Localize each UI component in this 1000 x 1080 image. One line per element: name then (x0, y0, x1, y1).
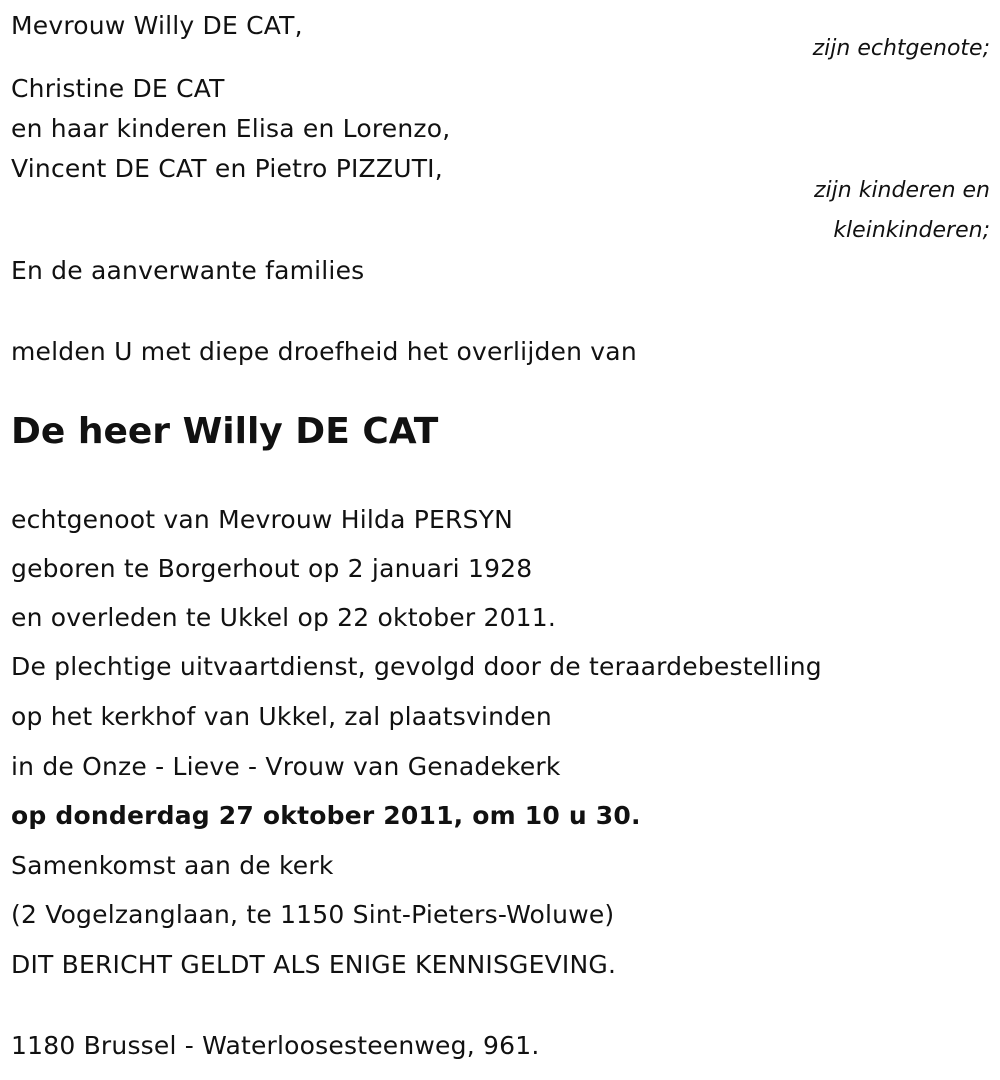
notice-line: DIT BERICHT GELDT ALS ENIGE KENNISGEVING. (11, 950, 617, 979)
deceased-name: De heer Willy DE CAT (11, 411, 439, 452)
child-line-2: en haar kinderen Elisa en Lorenzo, (11, 114, 451, 143)
child-line-3: Vincent DE CAT en Pietro PIZZUTI, (11, 154, 443, 183)
church-address-line: (2 Vogelzanglaan, te 1150 Sint-Pieters-Woluwe) (11, 900, 615, 929)
families-line: En de aanverwante families (11, 256, 365, 285)
spouse-name: Mevrouw Willy DE CAT, (11, 11, 303, 40)
detail-line-4: De plechtige uitvaartdienst, gevolgd door de teraardebestelling (11, 652, 822, 681)
announcement-line: melden U met diepe droefheid het overlijden van (11, 337, 637, 366)
detail-line-5: op het kerkhof van Ukkel, zal plaatsvinden (11, 702, 552, 731)
children-role-line-2: kleinkinderen; (833, 218, 990, 243)
family-address: 1180 Brussel - Waterloosesteenweg, 961. (11, 1031, 540, 1060)
spouse-role: zijn echtgenote; (812, 36, 990, 61)
gathering-line: Samenkomst aan de kerk (11, 851, 334, 880)
children-role-line-1: zijn kinderen en (814, 178, 990, 203)
detail-line-2: geboren te Borgerhout op 2 januari 1928 (11, 554, 533, 583)
detail-line-6: in de Onze - Lieve - Vrouw van Genadekerk (11, 752, 561, 781)
detail-line-1: echtgenoot van Mevrouw Hilda PERSYN (11, 505, 514, 534)
service-datetime: op donderdag 27 oktober 2011, om 10 u 30. (11, 801, 641, 830)
child-line-1: Christine DE CAT (11, 74, 225, 103)
detail-line-3: en overleden te Ukkel op 22 oktober 2011. (11, 603, 557, 632)
